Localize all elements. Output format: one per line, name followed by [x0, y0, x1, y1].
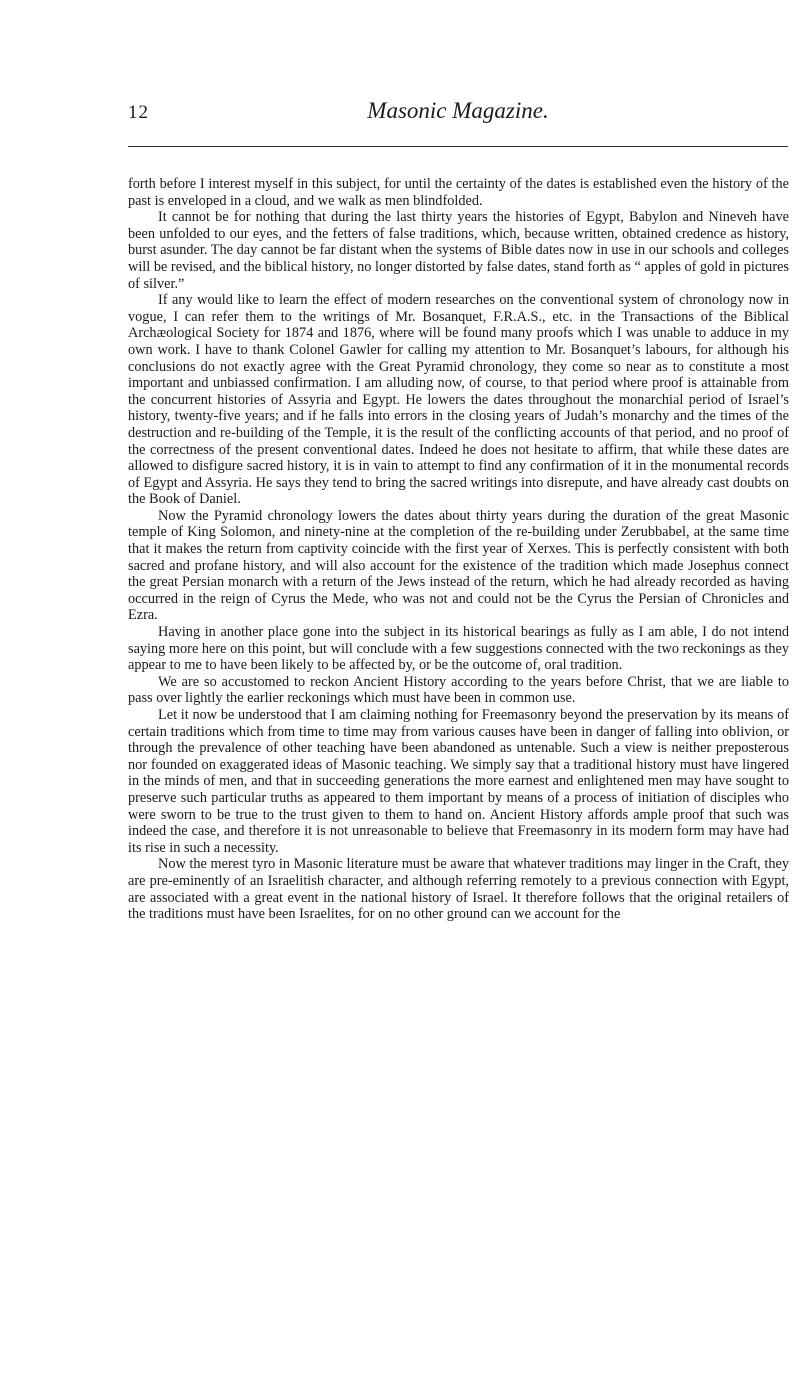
page-header: [128, 96, 788, 136]
paragraph-2: It cannot be for nothing that during the last thirty years the histories of Egypt, Babylon and Nineveh have been unfolded to our eyes, and the fetters of false traditions, which, because written, obtained credence as history, burst asunder. The day cannot be far distant when the systems of Bible dates now in use in our schools and colleges will be revised, and the biblical history, no longer distorted by false dates, stand forth as “ apples of gold in pictures of silver.”: [128, 209, 789, 292]
paragraph-5: Having in another place gone into the subject in its historical bearings as fully as I am able, I do not intend saying more here on this point, but will conclude with a few suggestions connected with the two reckonings as they appear to me to have been likely to be affected by, or be the outcome of, oral tradition.: [128, 624, 789, 674]
paragraph-4: Now the Pyramid chronology lowers the dates about thirty years during the duration of the great Masonic temple of King Solomon, and ninety-nine at the completion of the re-building under Zerubbabel, at the same time that it makes the return from captivity coincide with the first year of Xerxes. This is perfectly consistent with both sacred and profane history, and will also account for the existence of the tradition which made Josephus connect the great Persian monarch with a return of the Jews instead of the return, which he had already recorded as having occurred in the reign of Cyrus the Mede, who was not and could not be the Cyrus the Persian of Chronicles and Ezra.: [128, 507, 789, 624]
page-number: 12: [128, 102, 149, 123]
article-body: [128, 176, 789, 923]
paragraph-6: We are so accustomed to reckon Ancient History according to the years before Christ, that we are liable to pass over lightly the earlier reckonings which must have been in common use.: [128, 673, 789, 707]
paragraph-3: If any would like to learn the effect of modern researches on the conventional system of chronology now in vogue, I can refer them to the writings of Mr. Bosanquet, F.R.A.S., etc. in the Transactions of the Biblical Archæological Society for 1874 and 1876, where will be found many proofs which I was unable to adduce in my own work. I have to thank Colonel Gawler for calling my attention to Mr. Bosanquet’s labours, for although his conclusions do not exactly agree with the Great Pyramid chronology, they come so near as to constitute a most important and unbiassed confirmation. I am alluding now, of course, to that period where proof is attainable from the concurrent histories of Assyria and Egypt. He lowers the dates throughout the monarchial period of Israel’s history, twenty-five years; and if he falls into errors in the closing years of Judah’s monarchy and the times of the destruction and re-building of the Temple, it is the result of the conflicting accounts of that period, and no proof of the correctness of the present conventional dates. Indeed he does not hesitate to affirm, that while these dates are allowed to disfigure sacred history, it is in vain to attempt to find any confirmation of it in the monumental records of Egypt and Assyria. He says they tend to bring the sacred writings into disrepute, and have already cast doubts on the Book of Daniel.: [128, 292, 789, 508]
paragraph-8: Now the merest tyro in Masonic literature must be aware that whatever traditions may linger in the Craft, they are pre-eminently of an Israelitish character, and although referring remotely to a previous connection with Egypt, are associated with a great event in the national history of Israel. It therefore follows that the original retailers of the traditions must have been Israelites, for on no other ground can we account for the: [128, 856, 789, 923]
running-title: Masonic Magazine.: [367, 98, 549, 123]
paragraph-1: forth before I interest myself in this subject, for until the certainty of the dates is established even the history of the past is enveloped in a cloud, and we walk as men blindfolded.: [128, 176, 789, 209]
header-rule: [128, 146, 788, 147]
paragraph-7: Let it now be understood that I am claiming nothing for Freemasonry beyond the preservation by its means of certain traditions which from time to time may from various causes have been in danger of falling into oblivion, or through the prevalence of other teaching have been abandoned as untenable. Such a view is neither preposterous nor founded on exaggerated ideas of Masonic teaching. We simply say that a traditional history must have lingered in the minds of men, and that in succeeding generations the more earnest and enlightened men may have sought to preserve such particular truths as appeared to them important by means of a process of initiation of disciples who were sworn to be true to the trust given to them to hand on. Ancient History affords ample proof that such was indeed the case, and therefore it is not unreasonable to believe that Freemasonry in its modern form may have had its rise in such a necessity.: [128, 707, 789, 856]
